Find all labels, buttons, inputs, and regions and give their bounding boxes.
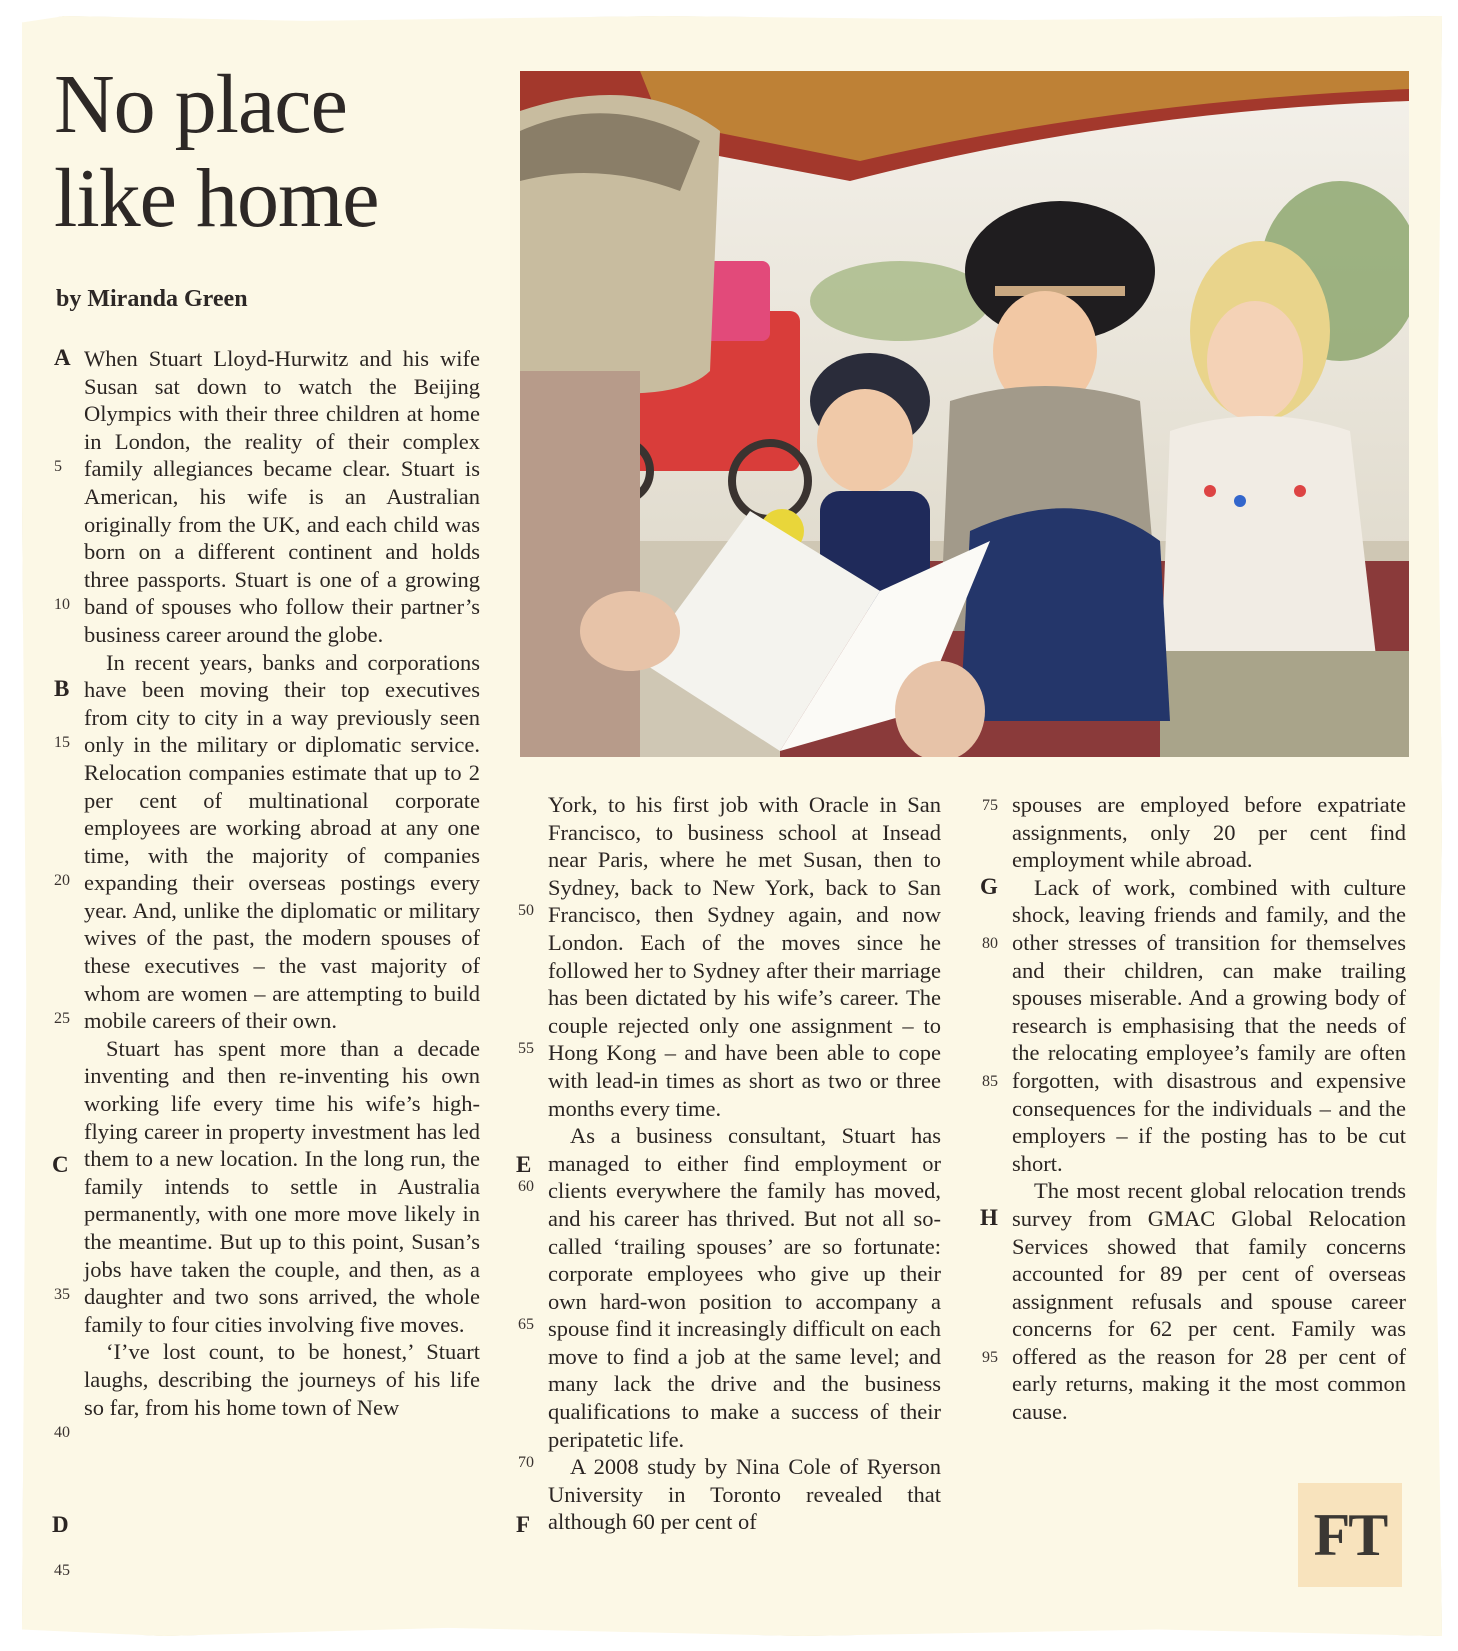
paragraph-b: In recent years, banks and corporations have been moving their top executives from city to city in a way previously seen only in the military or diplomatic service. Relocation companies estimate that up to 2 per cent of multinational corporate employees are working abroad at any one time, with the majority of companies expanding their overseas postings every year. And, unlike the diplomatic or military wives of the past, the modern spouses of these executives – the vast majority of whom are women – are attempting to build mobile careers of their own. [84,649,480,1034]
section-letter-d: D [52,1512,69,1537]
paragraph-g: Lack of work, combined with culture shock, leaving friends and family, and the other stresses of transition for themselves and their children, can make trailing spouses miserable. And a growing body of research is emphasising that the needs of the relocating employee’s family are often forgotten, with disastrous and expensive consequences for the individuals – and the employers – if the posting has to be cut short. [1012,874,1406,1176]
section-letter-a: A [54,345,71,370]
paragraph-h: The most recent global relocation trends survey from GMAC Global Relocation Services showed that family concerns accounted for 89 per cent of overseas assignment refusals and spouse career concerns for 62 per cent. Family was offered as the reason for 28 per cent of early returns, making it the most common cause. [1012,1178,1406,1425]
article-title [54,58,494,246]
line-number: 10 [54,596,70,613]
line-number: 80 [982,935,998,952]
section-letter-h: H [980,1205,998,1230]
line-number: 70 [518,1454,534,1471]
line-number: 55 [518,1040,534,1057]
line-number: 65 [518,1316,534,1333]
article-column-2 [548,791,941,1536]
paragraph-f-continued: spouses are employed before expatriate assignments, only 20 per cent find employment while abroad. [1012,792,1406,873]
paragraph-f: A 2008 study by Nina Cole of Ryerson University in Toronto revealed that although 60 per cent of [548,1454,941,1535]
section-letter-e: E [516,1152,532,1177]
line-number: 20 [54,872,70,889]
section-letter-g: G [980,874,998,899]
title-line-2: like home [54,152,379,245]
photo-family-in-tuk-tuk-icon [520,71,1409,757]
article-photo [520,71,1409,757]
paragraph-e: As a business consultant, Stuart has managed to either find employment or clients everywhere the family has moved, and his career has thrived. But not all so-called ‘trailing spouses’ are so fortunate: corporate employees who give up their own hard-won position to accompany a spouse find it increasingly difficult on each move to find a job at the same level; and many lack the drive and the business qualifications to make a success of their peripatetic life. [548,1123,941,1452]
line-number: 50 [518,902,534,919]
paragraph-a: When Stuart Lloyd-Hurwitz and his wife Susan sat down to watch the Beijing Olympics with their three children at home in London, the reality of their complex family allegiances became clear. Stuart is American, his wife is an Australian originally from the UK, and each child was born on a different continent and holds three passports. Stuart is one of a growing band of spouses who follow their partner’s business career around the globe. [84,346,480,647]
line-number: 85 [982,1073,998,1090]
title-line-1: No place [54,58,347,151]
article-column-1 [84,345,480,1421]
line-number: 60 [518,1178,534,1195]
paragraph-c: Stuart has spent more than a decade inventing and then re-inventing his own working life every time his wife’s high-flying career in property investment has led them to a new location. In the long run, the family intends to settle in Australia permanently, with one more move likely in the meantime. But up to this point, Susan’s jobs have taken the couple, and then, as a daughter and two sons arrived, the whole family to four cities involving five moves. [84,1035,480,1337]
line-number: 45 [54,1562,70,1579]
line-number: 75 [982,797,998,814]
line-number: 40 [54,1424,70,1441]
ft-logo [1298,1483,1402,1587]
line-number: 15 [54,734,70,751]
section-letter-c: C [52,1152,69,1177]
byline: by Miranda Green [56,286,248,312]
ft-logo-text: FT [1313,1501,1387,1568]
section-letter-f: F [516,1512,531,1537]
line-number: 95 [982,1349,998,1366]
paragraph-d: ‘I’ve lost count, to be honest,’ Stuart laughs, describing the journeys of his life so far, from his home town of New [84,1339,480,1420]
line-number: 5 [54,458,62,475]
article-column-3 [1012,791,1406,1426]
line-number: 35 [54,1286,70,1303]
section-letter-b: B [54,676,70,701]
line-number: 25 [54,1010,70,1027]
paragraph-d-continued: York, to his first job with Oracle in San Francisco, to business school at Insead near Paris, where he met Susan, then to Sydney, back to New York, back to San Francisco, then Sydney again, and now London. Each of the moves since he followed her to Sydney after their marriage has been dictated by his wife’s career. The couple rejected only one assignment – to Hong Kong – and have been able to cope with lead-in times as short as two or three months every time. [548,792,941,1121]
